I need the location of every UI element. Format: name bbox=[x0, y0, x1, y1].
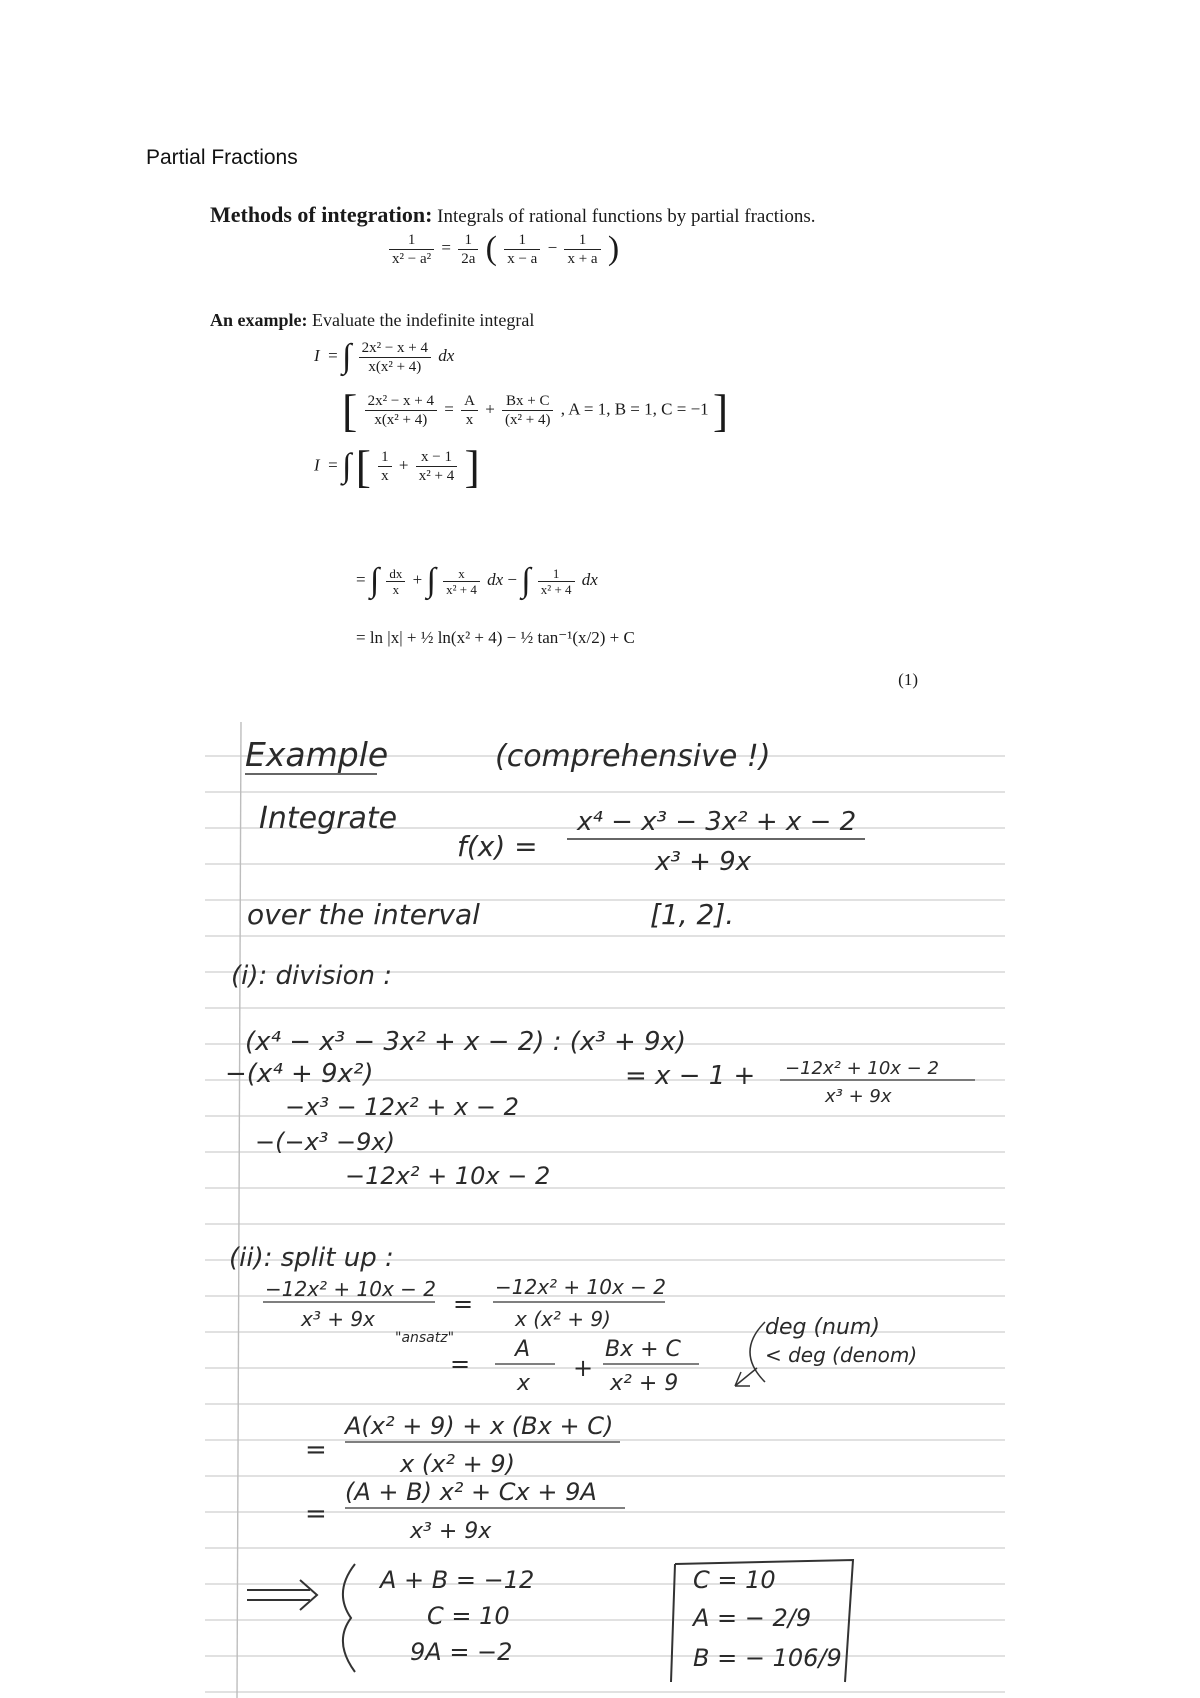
division-line-4: −(−x³ −9x) bbox=[255, 1128, 395, 1156]
split-t1-num: 1 bbox=[378, 448, 392, 467]
integral-label: I bbox=[314, 345, 320, 365]
identity-coef-num: 1 bbox=[458, 231, 478, 250]
line3-a-den: x bbox=[392, 581, 400, 597]
identity-t1-den: x − a bbox=[507, 250, 538, 267]
identity-t2-num: 1 bbox=[564, 231, 600, 250]
line3-dx-2: dx bbox=[581, 569, 598, 589]
division-result: = x − 1 + bbox=[625, 1061, 756, 1091]
division-line-1: (x⁴ − x³ − 3x² + x − 2) : (x³ + 9x) bbox=[245, 1027, 687, 1057]
ansatz-plus: + bbox=[573, 1354, 594, 1382]
decomp-constants: , A = 1, B = 1, C = −1 bbox=[560, 399, 709, 419]
line3-b-den: x² + 4 bbox=[446, 581, 477, 597]
identity-formula: $\frac{1}{\text{x² − a²}}$ = $\frac{1}{2a}$ ( $\frac{1}{x - a}$ − $\frac{1}{x + a}$ ) bbox=[386, 230, 619, 268]
example-bold: An example: bbox=[210, 310, 308, 330]
split-num: −12x² + 10x − 2 bbox=[265, 1277, 437, 1301]
decomposition: [ $\frac{\text{2x² − x + 4}}{\text{x(x² + 4)}}$ = $\frac{A}{x}$ + $\frac{Bx + C}{\text{(x² + 4)}}$ , A = 1, B = 1, C = −1 ] bbox=[342, 385, 729, 436]
brace-icon bbox=[750, 1322, 765, 1382]
step-division: (i): division : bbox=[231, 961, 393, 991]
split-label: I bbox=[314, 455, 320, 475]
example-intro bbox=[210, 310, 534, 331]
example-text: Evaluate the indefinite integral bbox=[312, 310, 535, 330]
solution-b: B = − 106/9 bbox=[693, 1644, 842, 1672]
integral-definition: I = ∫ $\frac{\text{2x² − x + 4}}{\text{x(x² + 4)}}$ dx bbox=[314, 338, 455, 375]
combined-num-2: (A + B) x² + Cx + 9A bbox=[345, 1478, 597, 1506]
ansatz-eq: = bbox=[450, 1350, 471, 1378]
combined-eq-2: = bbox=[305, 1499, 327, 1529]
decomp-num: 2x² − x + 4 bbox=[365, 392, 437, 411]
identity-lhs-num: 1 bbox=[389, 231, 434, 250]
integral-num: 2x² − x + 4 bbox=[359, 339, 431, 358]
degree-note-2: < deg (denom) bbox=[765, 1343, 918, 1367]
step-split: (ii): split up : bbox=[229, 1243, 394, 1273]
example-note: (comprehensive !) bbox=[495, 739, 771, 774]
solution-a: A = − 2/9 bbox=[693, 1604, 812, 1632]
ansatz-bc-den: x² + 9 bbox=[610, 1371, 679, 1396]
fx-label: f(x) = bbox=[457, 830, 538, 863]
fx-denominator: x³ + 9x bbox=[655, 847, 752, 877]
arrow-icon bbox=[735, 1368, 757, 1386]
split-t2-den: x² + 4 bbox=[418, 468, 455, 484]
ansatz-a-num: A bbox=[515, 1337, 531, 1362]
division-line-5: −12x² + 10x − 2 bbox=[345, 1162, 551, 1190]
identity-lhs-den: x² − a² bbox=[392, 250, 432, 267]
ansatz-bc-num: Bx + C bbox=[605, 1337, 681, 1362]
typeset-math-block bbox=[206, 200, 926, 700]
decomp-bc-num: Bx + C bbox=[502, 392, 553, 411]
split-den: x³ + 9x bbox=[301, 1307, 375, 1331]
integrate-label: Integrate bbox=[259, 801, 398, 836]
split-t2-num: x − 1 bbox=[416, 448, 457, 467]
interval-value: [1, 2]. bbox=[650, 898, 735, 931]
decomp-bc-den: (x² + 4) bbox=[505, 412, 551, 428]
combined-den-2: x³ + 9x bbox=[410, 1519, 492, 1544]
ansatz-a-den: x bbox=[517, 1371, 531, 1396]
split-den-2: x (x² + 9) bbox=[515, 1307, 611, 1331]
identity-coef-den: 2a bbox=[461, 250, 476, 267]
handwritten-notes bbox=[205, 722, 1005, 1698]
fx-numerator: x⁴ − x³ − 3x² + x − 2 bbox=[577, 807, 857, 837]
line3-c-den: x² + 4 bbox=[540, 581, 572, 597]
decomp-a-num: A bbox=[461, 392, 478, 411]
ruled-lines bbox=[205, 756, 1005, 1692]
division-remainder-den: x³ + 9x bbox=[825, 1086, 892, 1107]
page-title: Partial Fractions bbox=[146, 146, 298, 169]
line3-b-num: x bbox=[443, 566, 480, 582]
heading-bold: Methods of integration: bbox=[210, 202, 433, 227]
combined-num-1: A(x² + 9) + x (Bx + C) bbox=[345, 1412, 614, 1440]
margin-line bbox=[237, 722, 241, 1698]
decomp-a-den: x bbox=[465, 412, 474, 428]
identity-t2-den: x + a bbox=[567, 250, 598, 267]
integral-result: = ln |x| + ½ ln(x² + 4) − ½ tan⁻¹(x/2) + C bbox=[356, 628, 635, 647]
split-t1-den: x bbox=[381, 468, 389, 484]
heading-text: Integrals of rational functions by partial fractions. bbox=[437, 206, 816, 227]
degree-note-1: deg (num) bbox=[765, 1315, 880, 1340]
division-line-3: −x³ − 12x² + x − 2 bbox=[285, 1093, 519, 1121]
combined-den-1: x (x² + 9) bbox=[400, 1450, 516, 1478]
line3-dx-1: dx bbox=[487, 569, 504, 589]
identity-t1-num: 1 bbox=[504, 231, 540, 250]
integral-three-terms: = ∫ $\frac{dx}{x}$ + ∫ $\frac{x}{\text{x² + 4}}$ dx − ∫ $\frac{1}{\text{x² + 4}}$ dx bbox=[356, 562, 598, 599]
solution-c: C = 10 bbox=[693, 1566, 776, 1594]
integral-dx: dx bbox=[438, 345, 455, 365]
system-eq-3: 9A = −2 bbox=[410, 1638, 513, 1666]
division-remainder-num: −12x² + 10x − 2 bbox=[785, 1058, 939, 1079]
integral-den: x(x² + 4) bbox=[368, 358, 422, 375]
system-eq-2: C = 10 bbox=[427, 1602, 510, 1630]
example-title: Example bbox=[245, 735, 389, 774]
split-num-2: −12x² + 10x − 2 bbox=[495, 1275, 667, 1299]
methods-heading bbox=[210, 202, 910, 230]
combined-eq-1: = bbox=[305, 1435, 327, 1465]
notebook-paper bbox=[205, 722, 1005, 1698]
integral-split: I = ∫ [ $\frac{1}{x}$ + $\frac{x - 1}{\text{x² + 4}}$ ] bbox=[314, 441, 480, 492]
decomp-den: x(x² + 4) bbox=[374, 412, 428, 428]
system-eq-1: A + B = −12 bbox=[380, 1566, 535, 1594]
line3-a-num: dx bbox=[386, 566, 405, 582]
ansatz-label: "ansatz" bbox=[395, 1330, 455, 1346]
division-line-2: −(x⁴ + 9x²) bbox=[225, 1059, 374, 1089]
equation-number: (1) bbox=[898, 670, 918, 689]
line3-c-num: 1 bbox=[538, 566, 575, 582]
interval-text: over the interval bbox=[247, 898, 480, 931]
split-eq: = bbox=[453, 1290, 474, 1318]
